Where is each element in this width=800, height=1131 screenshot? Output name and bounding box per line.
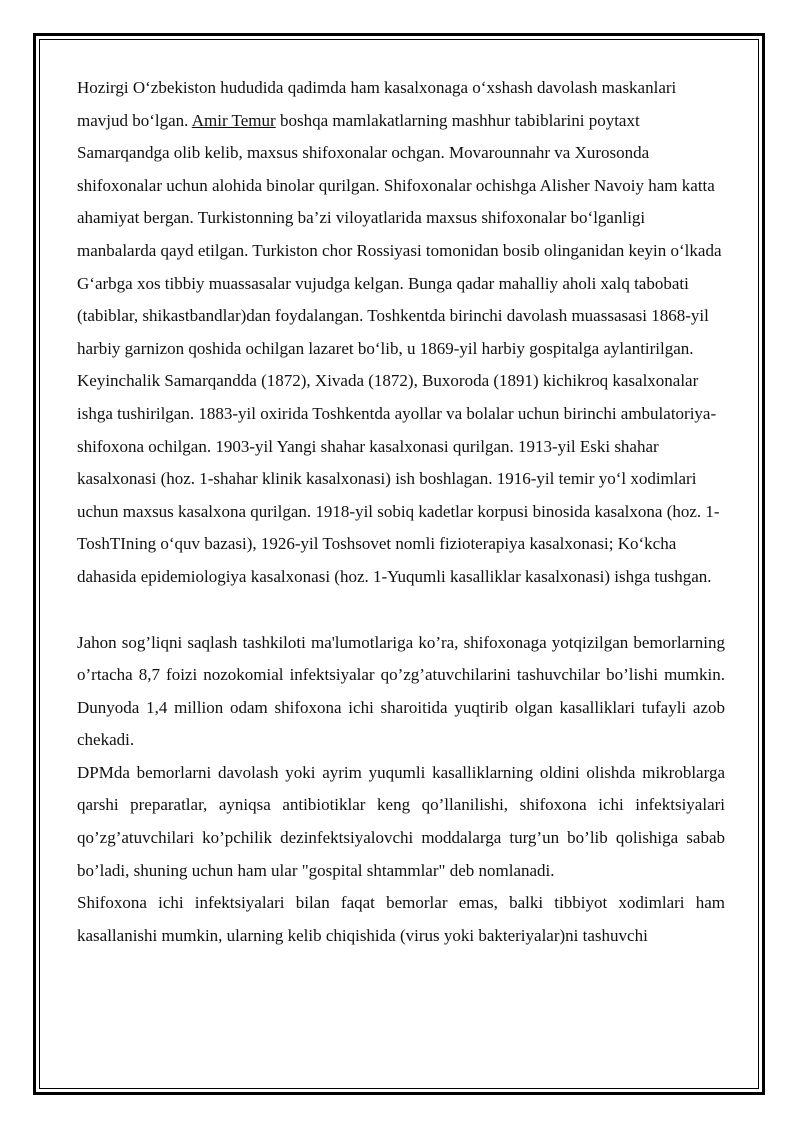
paragraph-history-text-end: boshqa mamlakatlarning mashhur tabiblarini poytaxt Samarqandga olib kelib, maxsus shifoxonalar ochgan. Movarounnahr va Xurosonda shifoxonalar uchun alohida binolar qurilgan. Shifoxonalar ochishga Alisher Navoiy ham katta ahamiyat bergan. Turkistonning ba’zi viloyatlarida maxsus shifoxonalar bo‘lganligi manbalarda qayd etilgan. Turkiston chor Rossiyasi tomonidan bosib olinganidan keyin o‘lkada G‘arbga xos tibbiy muassasalar vujudga kelgan. Bunga qadar mahalliy aholi xalq tabobati (tabiblar, shikastbandlar)dan foydalangan. Toshkentda birinchi davolash muassasasi 1868-yil harbiy garnizon qoshida ochilgan lazaret bo‘lib, u 1869-yil harbiy gospitalga aylantirilgan. Keyinchalik Samarqandda (1872), Xivada (1872), Buxoroda (1891) kichikroq kasalxonalar ishga tushirilgan. 1883-yil oxirida Toshkentda ayollar va bolalar uchun birinchi ambulatoriya-shifoxona ochilgan. 1903-yil Yangi shahar kasalxonasi qurilgan. 1913-yil Eski shahar kasalxonasi (hoz. 1-shahar klinik kasalxonasi) ish boshlagan. 1916-yil temir yo‘l xodimlari uchun maxsus kasalxona qurilgan. 1918-yil sobiq kadetlar korpusi binosida kasalxona (hoz. 1-ToshTIning o‘quv bazasi), 1926-yil Toshsovet nomli fizioterapiya kasalxonasi; Ko‘kcha dahasida epidemiologiya kasalxonasi (hoz. 1-Yuqumli kasalliklar kasalxonasi) ishga tushgan.	[77, 110, 722, 586]
paragraph-history-text-start: Hozirgi O‘zbekiston hududida qadimda ham kasalxonaga o‘xshash davolash maskanlari mavjud bo‘lgan.	[77, 78, 677, 130]
paragraph-who-statistics: Jahon sog’liqni saqlash tashkiloti ma'lumotlariga ko’ra, shifoxonaga yotqizilgan bemorlarning o’rtacha 8,7 foizi nozokomial infektsiyalar qo’zg’atuvchilarini tashuvchilar bo’lishi mumkin. Dunyoda 1,4 million odam shifoxona ichi sharoitida yuqtirib olgan kasalliklari tufayli azob chekadi.	[77, 632, 725, 750]
document-body	[77, 72, 725, 952]
amir-temur-link[interactable]: Amir Temur	[191, 110, 276, 130]
paragraph-history	[77, 72, 725, 594]
paragraph-gap	[77, 594, 725, 627]
paragraph-staff-infection: Shifoxona ichi infektsiyalari bilan faqat bemorlar emas, balki tibbiyot xodimlari ham kasallanishi mumkin, ularning kelib chiqishida (virus yoki bakteriyalar)ni tashuvchi	[77, 893, 725, 945]
paragraph-hospital-strains: DPMda bemorlarni davolash yoki ayrim yuqumli kasalliklarning oldini olishda mikroblarga qarshi preparatlar, ayniqsa antibiotiklar keng qo’llanilishi, shifoxona ichi infektsiyalari qo’zg’atuvchilari ko’pchilik dezinfektsiyalovchi moddalarga turg’un bo’lib qolishiga sabab bo’ladi, shuning uchun ham ular "gospital shtammlar" deb nomlanadi.	[77, 762, 725, 880]
